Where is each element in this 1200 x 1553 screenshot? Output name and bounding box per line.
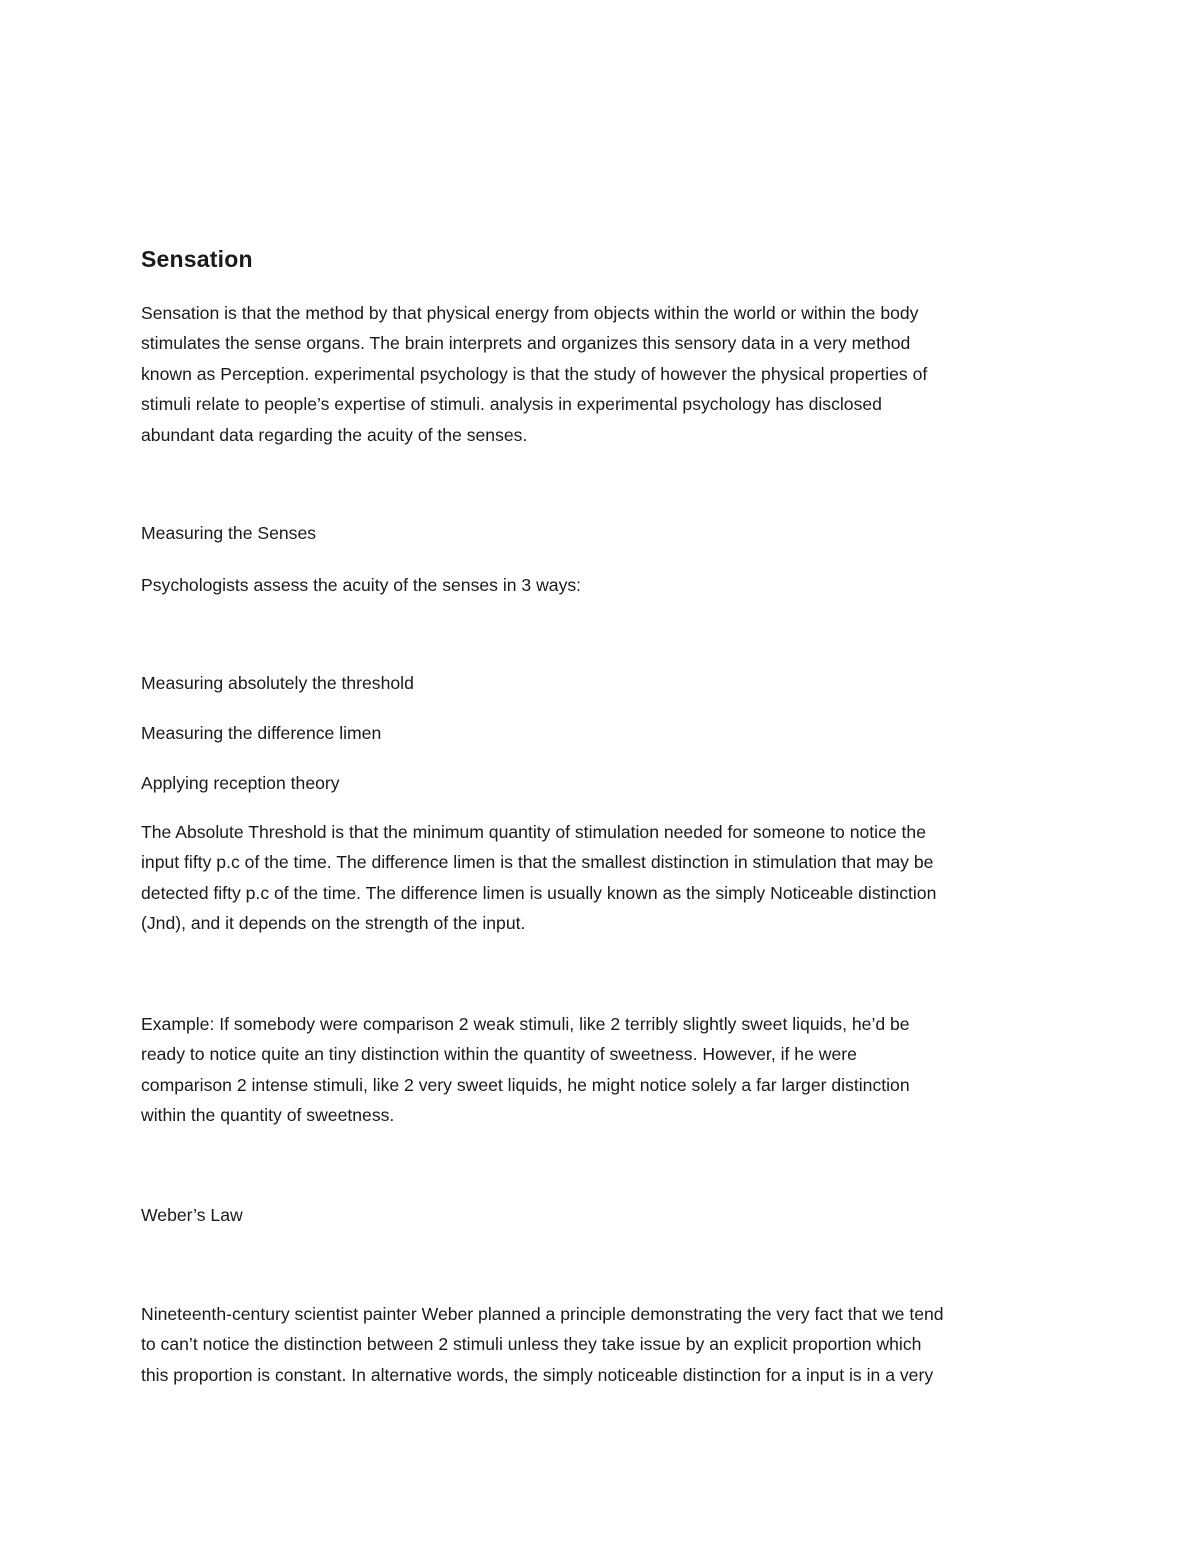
- text-line: detected fifty p.c of the time. The difference limen is usually known as the simply Noticeable distinction: [141, 882, 937, 903]
- text-line: this proportion is constant. In alternative words, the simply noticeable distinction for a input is in a very: [141, 1364, 934, 1385]
- list-item: Measuring absolutely the threshold: [141, 673, 414, 693]
- page-title: Sensation: [141, 246, 253, 272]
- text-line: (Jnd), and it depends on the strength of the input.: [141, 913, 526, 934]
- text-line: abundant data regarding the acuity of the senses.: [141, 424, 528, 445]
- webers-paragraph: [141, 1299, 1066, 1390]
- text-line: input fifty p.c of the time. The difference limen is that the smallest distinction in stimulation that may be: [141, 852, 934, 873]
- text-line: stimulates the sense organs. The brain interprets and organizes this sensory data in a very method: [141, 333, 911, 354]
- text-line: stimuli relate to people’s expertise of stimuli. analysis in experimental psychology has disclosed: [141, 394, 882, 415]
- section-heading-measuring: Measuring the Senses: [141, 523, 317, 543]
- section-heading-webers-law: Weber’s Law: [141, 1205, 243, 1225]
- intro-paragraph: [141, 298, 1066, 450]
- text-line: The Absolute Threshold is that the minimum quantity of stimulation needed for someone to notice the: [141, 822, 927, 842]
- text-line: within the quantity of sweetness.: [141, 1105, 395, 1126]
- text-line: Nineteenth-century scientist painter Weber planned a principle demonstrating the very fact that we tend: [141, 1304, 944, 1324]
- list-item: Applying reception theory: [141, 773, 340, 793]
- text-line: Example: If somebody were comparison 2 weak stimuli, like 2 terribly slightly sweet liquids, he’d be: [141, 1014, 910, 1034]
- threshold-paragraph: [141, 817, 1066, 939]
- measuring-intro: Psychologists assess the acuity of the senses in 3 ways:: [141, 575, 582, 595]
- list-item: Measuring the difference limen: [141, 723, 382, 743]
- text-line: ready to notice quite an tiny distinction within the quantity of sweetness. However, if he were: [141, 1044, 857, 1065]
- text-line: to can’t notice the distinction between 2 stimuli unless they take issue by an explicit proportion which: [141, 1334, 922, 1355]
- text-line: comparison 2 intense stimuli, like 2 very sweet liquids, he might notice solely a far larger distinction: [141, 1074, 910, 1095]
- example-paragraph: [141, 1009, 1066, 1131]
- text-line: known as Perception. experimental psychology is that the study of however the physical properties of: [141, 363, 928, 384]
- text-line: Sensation is that the method by that physical energy from objects within the world or within the body: [141, 303, 919, 323]
